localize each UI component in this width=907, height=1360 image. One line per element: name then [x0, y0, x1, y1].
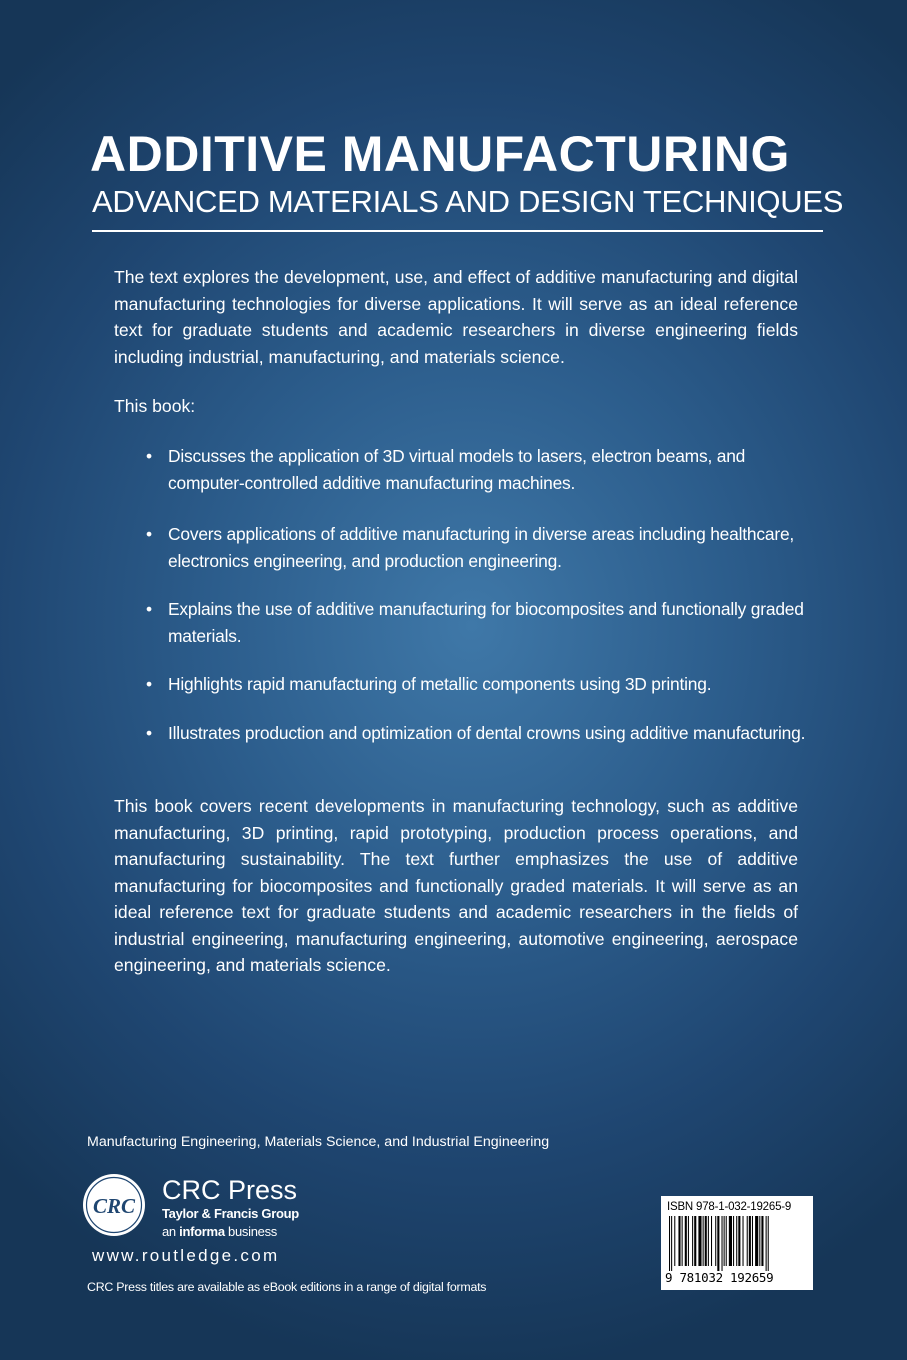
intro-paragraph: The text explores the development, use, and effect of additive manufacturing and digital manufacturing technologies for diverse applications. It will serve as an ideal reference text for graduate students and academic researchers in diverse engineering fields including industrial, manufacturing, and materials science.	[114, 267, 798, 367]
bullet-icon: •	[146, 599, 152, 619]
list-item	[146, 720, 806, 747]
publisher-block	[162, 1175, 299, 1241]
list-item	[146, 521, 806, 574]
barcode-bar	[671, 1216, 672, 1271]
title-divider	[92, 230, 823, 232]
barcode-bar	[755, 1216, 758, 1266]
list-item-text: Illustrates production and optimization of dental crowns using additive manufacturing.	[168, 722, 806, 743]
barcode-bar	[698, 1216, 701, 1266]
crc-logo-icon	[82, 1173, 146, 1237]
barcode-bar	[759, 1216, 760, 1266]
barcode-bar	[715, 1216, 716, 1266]
list-item	[146, 443, 806, 496]
logo-text: CRC	[92, 1194, 136, 1218]
informa-prefix: an	[162, 1224, 180, 1239]
bullet-icon: •	[146, 674, 152, 694]
list-item-text: Covers applications of additive manufacturing in diverse areas including healthcare, electronics engineering, and production engineering.	[168, 524, 795, 571]
book-subtitle: ADVANCED MATERIALS AND DESIGN TECHNIQUES	[92, 184, 844, 219]
barcode-bar	[669, 1216, 670, 1271]
this-book-label: This book:	[114, 396, 196, 416]
informa-line	[162, 1223, 299, 1241]
barcode-bar	[761, 1216, 763, 1266]
publisher-name: CRC Press	[162, 1175, 298, 1205]
list-item-text: Highlights rapid manufacturing of metallic components using 3D printing.	[168, 674, 712, 694]
barcode-bar	[678, 1216, 680, 1266]
barcode-digits: 9 781032 192659	[665, 1270, 774, 1285]
outro-paragraph: This book covers recent developments in manufacturing technology, such as additive manufacturing, 3D printing, rapid prototyping, production process operations, and manufacturing sustainability. The text further emphasizes the use of additive manufacturing for biocomposites and functionally graded materials. It will serve as an ideal reference text for graduate students and academic researchers in the fields of industrial engineering, manufacturing engineering, automotive engineering, aerospace engineering, and materials science.	[114, 796, 798, 975]
barcode-bar	[711, 1216, 712, 1266]
barcode-bar	[743, 1216, 744, 1266]
barcode-bar	[733, 1216, 734, 1266]
isbn-barcode	[661, 1196, 813, 1290]
ebook-note: CRC Press titles are available as eBook editions in a range of digital formats	[87, 1280, 487, 1294]
barcode-bar	[766, 1216, 767, 1271]
barcode-bar	[717, 1216, 719, 1271]
barcode-bar	[692, 1216, 693, 1266]
publisher-url: www.routledge.com	[92, 1246, 280, 1265]
barcode-bar	[688, 1216, 689, 1266]
subject-category: Manufacturing Engineering, Materials Science, and Industrial Engineering	[87, 1134, 550, 1150]
bullet-icon: •	[146, 524, 152, 544]
bullet-icon: •	[146, 722, 152, 743]
barcode-bar	[749, 1216, 751, 1266]
list-item	[146, 671, 806, 698]
barcode-bar	[705, 1216, 707, 1266]
barcode-bar	[729, 1216, 732, 1266]
barcode-bar	[703, 1216, 704, 1266]
informa-brand: informa	[179, 1224, 225, 1239]
barcode-bars-icon	[667, 1216, 807, 1271]
barcode-bar	[685, 1216, 687, 1266]
list-item-text: Explains the use of additive manufacturing for biocomposites and functionally graded materials.	[168, 599, 804, 646]
barcode-bar	[752, 1216, 753, 1266]
barcode-bar	[738, 1216, 740, 1266]
informa-suffix: business	[224, 1224, 277, 1239]
barcode-bar	[736, 1216, 737, 1266]
feature-list	[146, 443, 806, 746]
list-item	[146, 596, 806, 649]
barcode-bar	[722, 1216, 723, 1271]
book-title: ADDITIVE MANUFACTURING	[90, 126, 790, 182]
barcode-bar	[694, 1216, 696, 1266]
bullet-icon: •	[146, 446, 152, 466]
publisher-group: Taylor & Francis Group	[162, 1206, 299, 1221]
barcode-bar	[768, 1216, 769, 1271]
barcode-bar	[674, 1216, 675, 1266]
barcode-bar	[724, 1216, 725, 1266]
isbn-label: ISBN 978-1-032-19265-9	[667, 1201, 792, 1213]
list-item-text: Discusses the application of 3D virtual models to lasers, electron beams, and computer-controlled additive manufacturing machines.	[168, 446, 746, 493]
barcode-bar	[708, 1216, 709, 1266]
barcode-bar	[726, 1216, 727, 1266]
barcode-bar	[682, 1216, 683, 1266]
barcode-bar	[747, 1216, 748, 1266]
